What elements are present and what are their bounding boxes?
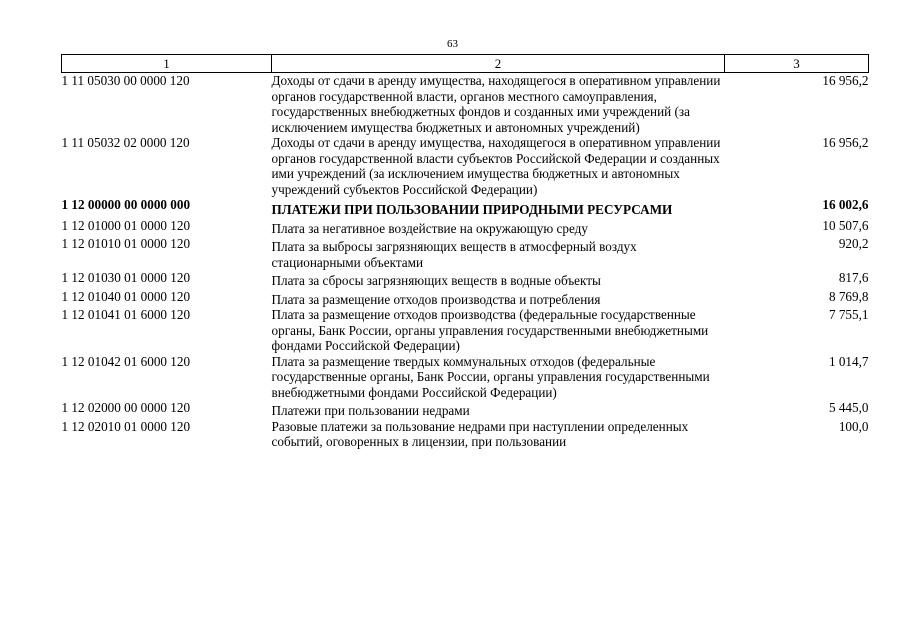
row-amount: 920,2 bbox=[838, 236, 869, 251]
row-code: 1 12 01010 01 0000 120 bbox=[61, 236, 191, 251]
row-name: Плата за сбросы загрязняющих веществ в водные объекты bbox=[271, 273, 601, 288]
table-row bbox=[62, 270, 869, 289]
column-header-amount: 3 bbox=[725, 55, 869, 73]
row-name: ПЛАТЕЖИ ПРИ ПОЛЬЗОВАНИИ ПРИРОДНЫМИ РЕСУРСАМИ bbox=[271, 202, 673, 217]
row-amount: 16 956,2 bbox=[822, 73, 869, 88]
row-amount: 8 769,8 bbox=[828, 288, 869, 304]
row-name: Платежи при пользовании недрами bbox=[271, 403, 470, 418]
row-name: Доходы от сдачи в аренду имущества, находящегося в оперативном управлении органов государственной власти, органов местного самоуправления, государственных внебюджетных фондов и созданных ими учреждений (за исключением имущества бюджетных и автономных учреждений) bbox=[271, 73, 721, 135]
row-code: 1 12 02000 00 0000 120 bbox=[61, 400, 191, 415]
row-name: Плата за выбросы загрязняющих веществ в атмосферный воздух стационарными объектами bbox=[271, 239, 637, 270]
row-code: 1 12 01042 01 6000 120 bbox=[61, 353, 191, 369]
row-code: 1 12 01040 01 0000 120 bbox=[61, 288, 191, 304]
row-name: Плата за размещение отходов производства и потребления bbox=[271, 291, 601, 307]
table-row bbox=[62, 419, 869, 450]
row-amount: 7 755,1 bbox=[828, 307, 869, 322]
row-amount: 100,0 bbox=[838, 418, 869, 434]
row-name: Плата за размещение отходов производства (федеральные государственные органы, Банк России, органы управления государственными внебюджетными фондами Российской Федерации) bbox=[271, 307, 709, 353]
row-code: 1 12 01000 01 0000 120 bbox=[61, 217, 191, 233]
row-amount: 5 445,0 bbox=[828, 400, 869, 415]
row-name: Доходы от сдачи в аренду имущества, находящегося в оперативном управлении органов государственной власти субъектов Российской Федерации и созданных ими учреждений (за исключением имущества бюджетных и автономных учреждений субъектов Российской Федерации) bbox=[271, 135, 721, 197]
budget-table bbox=[61, 54, 869, 450]
row-code: 1 11 05032 02 0000 120 bbox=[61, 135, 190, 150]
table-row bbox=[62, 307, 869, 354]
row-code: 1 11 05030 00 0000 120 bbox=[61, 73, 190, 88]
row-code: 1 12 02010 01 0000 120 bbox=[61, 418, 191, 434]
column-header-code: 1 bbox=[62, 55, 272, 73]
page-number: 63 bbox=[447, 38, 458, 50]
table-row bbox=[62, 236, 869, 270]
row-name: Плата за размещение твердых коммунальных отходов (федеральные государственные органы, Банк России, органы управления государственными внебюджетными фондами Российской Федерации) bbox=[271, 353, 710, 400]
row-amount: 16 956,2 bbox=[822, 135, 869, 150]
row-code: 1 12 01041 01 6000 120 bbox=[61, 307, 191, 322]
column-header-name: 2 bbox=[272, 55, 725, 73]
table-row-section bbox=[62, 197, 869, 218]
table-row bbox=[62, 218, 869, 237]
row-amount: 1 014,7 bbox=[828, 353, 869, 369]
row-code: 1 12 00000 00 0000 000 bbox=[61, 197, 191, 212]
table-row bbox=[62, 354, 869, 401]
row-amount: 10 507,6 bbox=[822, 217, 869, 233]
row-name: Плата за негативное воздействие на окружающую среду bbox=[271, 220, 588, 236]
table-row bbox=[62, 135, 869, 197]
table-row bbox=[62, 400, 869, 419]
row-name: Разовые платежи за пользование недрами при наступлении определенных событий, оговоренных в лицензии, при пользовании bbox=[271, 418, 689, 449]
table-row bbox=[62, 289, 869, 308]
row-code: 1 12 01030 01 0000 120 bbox=[61, 270, 191, 285]
table-row bbox=[62, 73, 869, 136]
row-amount: 16 002,6 bbox=[822, 197, 869, 212]
row-amount: 817,6 bbox=[838, 270, 869, 285]
table-header-row bbox=[62, 55, 869, 73]
